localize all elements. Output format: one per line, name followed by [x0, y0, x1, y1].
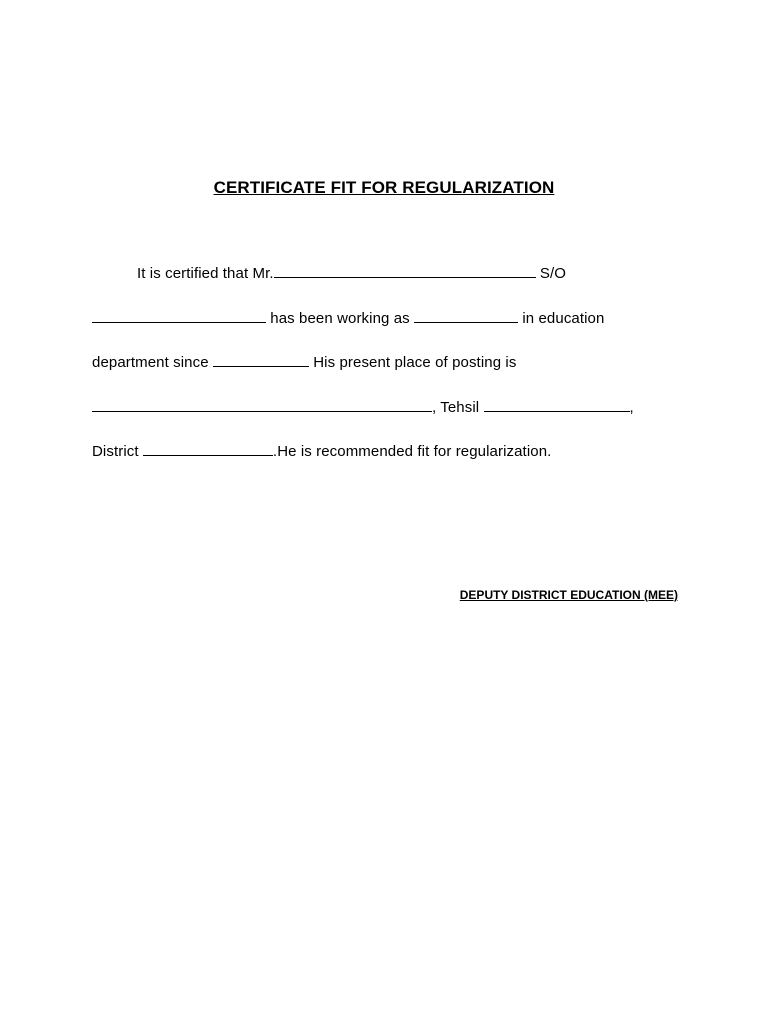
line4-suffix: ,: [629, 399, 634, 416]
line2-suffix: in education: [522, 310, 605, 327]
body-line-1: [137, 263, 566, 282]
line3-suffix: His present place of posting is: [313, 354, 517, 371]
line3-prefix: department since: [92, 354, 209, 371]
line5-suffix: .He is recommended fit for regularization.: [272, 443, 552, 460]
line2-middle: has been working as: [270, 310, 410, 327]
body-line-4: [92, 397, 634, 416]
tehsil-blank: [484, 397, 630, 412]
designation-blank: [414, 308, 518, 323]
certificate-title: CERTIFICATE FIT FOR REGULARIZATION: [213, 178, 555, 197]
line5-prefix: District: [92, 443, 139, 460]
since-date-blank: [213, 352, 309, 367]
posting-place-blank: [92, 397, 432, 412]
line1-prefix: It is certified that Mr.: [137, 265, 274, 282]
father-name-blank: [92, 308, 266, 323]
district-blank: [143, 441, 273, 456]
body-line-2: [92, 308, 604, 327]
line4-middle: , Tehsil: [432, 399, 480, 416]
body-line-5: [92, 441, 551, 460]
body-line-3: [92, 352, 516, 371]
name-blank: [274, 263, 536, 278]
signature-designation: DEPUTY DISTRICT EDUCATION (MEE): [459, 588, 678, 602]
line1-suffix: S/O: [539, 265, 567, 282]
